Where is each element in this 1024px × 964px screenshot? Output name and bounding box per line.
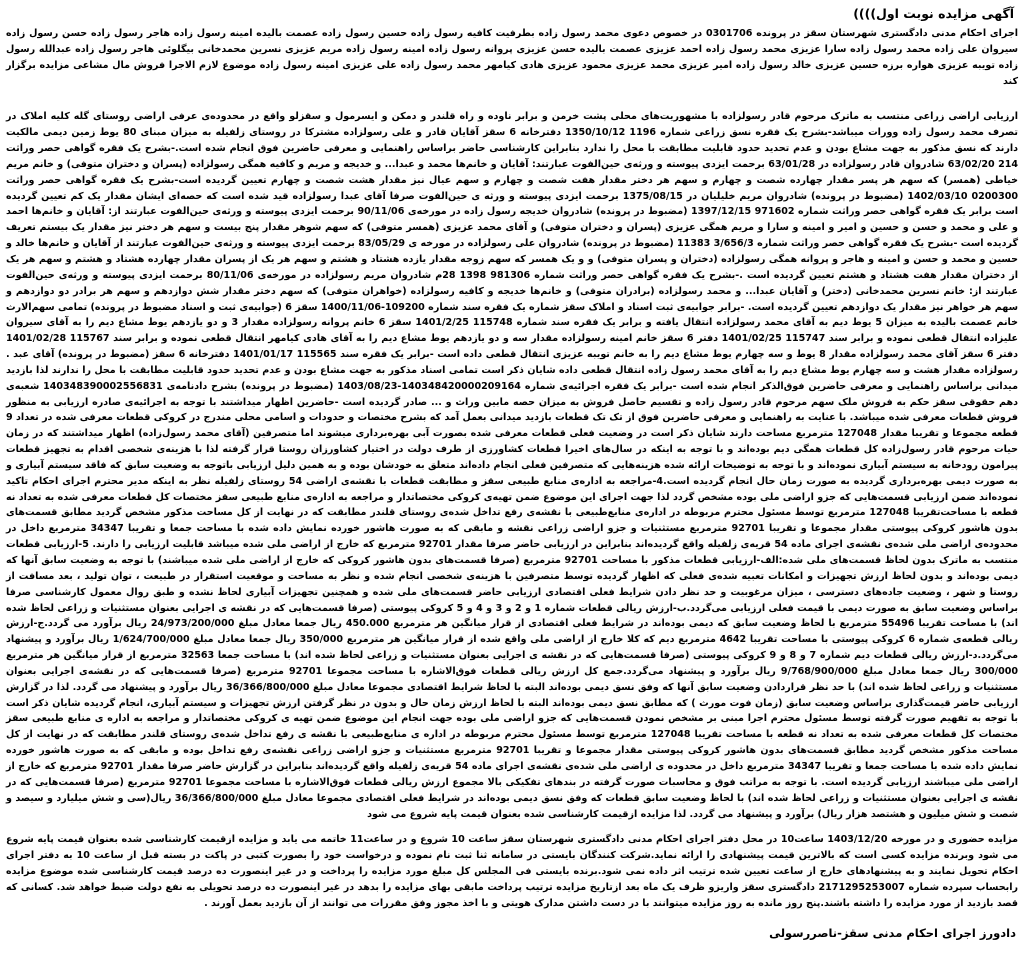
auction-notice-document [6,4,1018,960]
auction-terms-paragraph: مزایده حضوری و در مورخه 1403/12/20 ساعت10 در محل دفتر اجرای احکام مدنی دادگستری شهرستان سقز ساعت 10 شروع و در ساعت11 خاتمه می یابد و مزایده ازقیمت کارشناسی شده بعنوان قیمت پایه شروع می شود وبرنده مزایده کسی است که بالاترین قیمت پیشنهادی را ارائه نماید.شرکت کنندگان بایستی در سامانه ثنا ثبت نام نموده و درخواست خود را بصورت کتبی در پاکت در بسته قبل از ساعت 10 به دفتر اجرای احکام تحویل نمایند و به پیشنهادهای خارج از ساعت تعیین شده ترتیب اثر داده نمی شود.برنده بایستی فی المجلس کل مبلغ مورد مزایده را پرداخت و در غیر اینصورت ده درصد قیمت کارشناسی شده موضوع مزایده رابحساب سپرده شماره 2171295253007 دادگستری سقز واریزو ظرف یک ماه بعد ازتاریخ مزایده ترتیب پرداخت مابقی بهای مزایده را بدهد در غیر اینصورت ده درصد تحویلی به نفع دولت ضبط خواهد شد. کسانی که قصد بازدید از مورد مزایده را داشته باشند.پنج روز مانده به روز مزایده میتوانند با در دست داشتن مدارک هویتی و با اخذ مجوز وفق مقررات می توانند از آن بازدید بعمل آورند . [6,834,1018,909]
notice-intro-paragraph: اجرای احکام مدنی دادگستری شهرستان سقز در پرونده 0301706 در خصوص دعوی محمد رسول زاده بطرفیت کافیه رسول زاده حسین رسول زاده عصمت بالیده امینه رسول زاده هاجر رسول زاده حسن رسول زاده سیروان علی زاده محمد رسول زاده سارا عزیزی محمد رسول زاده احمد عزیزی عصمت بالیده حسن عزیزی پروانه رسول زاده امینه رسول زاده مریم عزیزی نسرین محمدخانی بیگلوئی هاجر رسول زاده عبدالله رسول زاده تویبه عزیزی هواره برزه حسین عزیزی خالد رسول زاده امیر عزیزی محمد عزیزی محمود عزیزی هادی کیامهر محمد رسول زاده علی عزیزی امینه رسول زاده موضوع لازم الاجرا فروش مال مشاعی مزایده برگزار کند [6,28,1018,87]
appraisal-paragraph: ارزیابی اراضی زراعی منتسب به ماترک مرحوم قادر رسولزاده با مشهوریت‌های محلی پشت خرمن و برابر ناوده و راه قلندر و دمکن و ایسرمول و سقزلو واقع در محدوده‌ی عرفی اراضی روستای گله کلیه املاک در تصرف محمد رسول زاده وورات میباشد-بشرح یک فقره نسق زراعی شماره 1196 1350/10/12 دفترخانه 6 سقز آقایان قادر و علی رسولزاده مشترکا در روستای زلفیله به میزان مبنای 80 یوط زمین دیمی مالکیت دارند که نسق مذکور به جهت مشاع بودن و عدم تحدید حدود قابلیت مطابقت با محل را ندارد بنابراین کارشناسی حاضر براساس راهنمایی و معرفی حاضرین فوق انجام شده است.-بشرح یک فقره گواهی حصر وراثت 214 63/02/20 شادروان قادر رسولزاده در 63/01/28 برحمت ایزدی پیوسته و ورثه‌ی حین‌الفوت عبارتند: آقایان و خانم‌ها محمد و عبدا... و خدیجه و مریم و کافیه همگی رسولزاده (پسران و دختران متوفی) و خانم مریم خیاطی (همسر) که سهم هر پسر مقدار چهارده شصت و چهارم و سهم هر دختر مقدار هفت شصت و چهارم و سهم عیال نیز مقدار هشت شصت و چهارم تعیین گردیده است-بشرح یک فقره گواهی حصر وراثت 0200300 1402/03/10 (مضبوط در پرونده) شادروان مریم خلیلیان در 1375/08/15 برحمت ایزدی پیوسته و ورثه ی حین‌الفوت صرفا آقای عبدا رسولزاده قید شده است که حصه‌ای ایشان مقدار یک کم تعیین گردیده است برابر یک فقره گواهی حصر وراثت شماره 971602 1397/12/15 (مضبوط در پرونده) شادروان خدیجه رسول زاده در مورخه‌ی 90/11/06 برحمت ایزدی پیوسته و ورثه‌ی حین‌الفوت عبارتند از: آقایان و خانم‌ها احمد و علی و محمد و حسن و حسین و امیر و امینه و سارا و مریم همگی عزیزی (پسران و دختران متوفی) و آقای محمد عزیزی (همسر متوفی) که سهم شوهر مقدار پنج بیست و سهم هر دختر نیز مقدار یک بیستم تعریف گردیده است -بشرح یک فقره گواهی حصر وراثت شماره 3/656/3 11383 (مضبوط در پرونده) شادروان علی رسولزاده در مورخه ی 83/05/29 برحمت ایزدی پیوسته و ورثه‌ی حین‌الفوت عبارتند از آقایان و خانم‌ها خالد و حسین و محمد و حسن و امینه و هاجر و پروانه همگی رسولزاده (دختران و پسران متوفی) و و یک همسر که سهم زوجه مقدار یازده هشتاد و هشتم و سهم هر یک از پسران مقدار چهارده هشتاد و هشتم و سهم هر یک از دختران مقدار هفت هشتاد و هشتم تعیین گردیده است .-بشرح یک فقره گواهی حصر وراثت شماره 981306 1398 28م شادروان مریم رسولزاده در مورخه‌ی 80/11/06 برحمت ایزدی پیوسته و ورثه‌ی حین‌الفوت عبارتند از: خانم نسرین محمدخانی (دختر) و آقایان عبدا... و محمد رسولزاده (برادران متوفی) و خانم‌ها خدیجه و کافیه رسولزاده (خواهران متوفی) که سهم دختر مقدار شش دوازدهم و سهم هر برادر دو دوازدهم و سهم هر خواهر نیز مقدار یک دوازدهم تعیین گردیده است. -برابر جوابیه‌ی ثبت اسناد و املاک سقز شماره یک فقره سند شماره 109200-1400/11/06 سقز 6 (جوابیه‌ی ثبت و اسناد مضبوط در پرونده) تمامی سهم‌الارث خانم عصمت بالیده به میزان 5 یوط دیم به آقای محمد رسولزاده انتقال یافته و برابر یک فقره سند شماره 115748 1401/2/25 سقز 6 خانم پروانه رسولزاده مقدار 3 و دو یازدهم یوط مشاع دیم را به آقای سیروان علیزاده انتقال قطعی نموده و برابر سند 115747 1401/02/25 دفتر 6 سقز خانم امینه رسولزاده مقدار سه و دو یازدهم یوط مشاع دیم را به آقای هادی کیامهر انتقال قطعی نموده و برابر سند 115767 1401/02/28 دفتر 6 سقز آقای محمد رسولزاده مقدار 8 یوط و سه چهارم یوط مشاع دیم را به خانم تویبه عزیزی انتقال قطعی داده است -برابر یک فقره سند 115565 1401/01/17 دفترخانه 6 سقز (مضبوط در پرونده) آقای عبد . رسولزاده مقدار هشت و سه چهارم یوط مشاع دیم را به آقای محمد رسول زاده انتقال قطعی داده شایان ذکر است تمامی اسناد مذکور به جهت مشاع بودن و عدم تحدید حدود قابلیت مطابقت با محل را ندارند لذا بازدید میدانی براساس راهنمایی و معرفی حاضرین فوق‌الذکر انجام شده است -برابر یک فقره اجرائیه‌ی شماره 140348420000209164-1403/08/23 (مضبوط در پرونده) بشرح دادنامه‌ی 140348390002556831 شعبه‌ی دهم حقوقی سقز حکم به فروش ملک سهم مرحوم قادر رسول زاده و تقسیم حاصل فروش به میزان حصه مابین وراث و ... صادر گردیده است -حاضرین اظهار میداشتند با توجه به اجرائیه‌ی صادره ارزیابی به منظور فروش قطعات معرفی شده میباشد. با عنایت به راهنمایی و معرفی حاضرین فوق از تک تک قطعات بازدید میدانی بعمل آمد که بشرح مختصات و حدودات و اسامی محلی مندرج در کروکی قطعات معرفی شده در تعداد 9 قطعه مجموعا و تقریبا مقدار 127048 مترمربع مساحت دارند شایان ذکر است در وضعیت فعلی قطعات معرفی شده بصورت آبی بهره‌برداری میشوند اما متصرفین (آقای محمد رسول‌زاده) اظهار میداشتند که در زمان حیات مرحوم قادر رسول‌زاده کل قطعات همگی دیم بوده‌اند و با توجه به اینکه در سال‌های اخیرا قطعات کشاورزی از طرف دولت در اختیار کشاورزان روستا قرار گرفته لذا با هزینه‌ی شخصی اقدام به تجهیز قطعات پیرامون رودخانه به سیستم آبیاری نموده‌اند و با توجه به توضیحات ارائه شده هزینه‌هایی که متصرفین فعلی انجام داده‌اند متعلق به خودشان بوده و به همین دلیل ارزیابی باتوجه به وضعیت سابق که فاقد سیستم آبیاری و به صورت دیمی بهره‌برداری گردیده به صورت زمان حال انجام گردیده است.4-مراجعه به اداره‌ی منابع طبیعی سقز و مطابقت قطعات با نقشه‌ی اراضی 54 روستای زلفیله‌ نظر به اینکه مدیر محترم اجرای احکام تاکید نموده‌اند ضمن ارزیابی قسمت‌هایی که جزو اراضی ملی بوده مشخص گردد لذا جهت اجرای این موضوع ضمن تهیه‌ی کروکی مختصاتدار و مراجعه به اداره‌ی منابع طبیعی سقز مختصات کل قطعات معرفی شده به تعداد نه قطعه با مساحت‌تقریبا 127048 مترمربع توسط مسئول محترم مربوطه در اداره‌ی منابع‌طبیعی با نقشه‌ی رفع تداخل شده‌ی روستای قلندر مطابقت که در نهایت از کل مساحت مذکور مشخص گردید مطابق قسمت‌های بدون هاشور کروکی پیوستی مقدار مجموعا و تقریبا 92701 مترمربع مستثنیات و جزو اراضی زراعی نقشه و مابقی که به صورت هاشور خورده نمایش داده شده با مساحت جمعا و تقریبا 34347 مترمربع داخل در محدوده‌ی اراضی ملی شده‌ی نقشه‌ی اجرای ماده 54 قریه‌ی زلفیله واقع گردیده‌اند بنابراین در ارزیابی حاضر صرفا مقدار 92701 مترمربع که خارج از اراضی ملی شده میباشد قابلیت ارزیابی را دارند. 5-ارزیابی قطعات منتسب به ماترک بدون لحاظ قسمت‌های ملی شده:الف-ارزیابی قطعات مذکور با مساحت 92701 مترمربع (صرفا قسمت‌های بدون هاشور کروکی که خارج از اراضی ملی شده میباشند) با توجه به وضعیت سابق آنها که دیمی بوده‌اند و بدون لحاظ ارزش تجهیزات و امکانات تعبیه شده‌ی فعلی که اظهار گردیده توسط متصرفین با هزینه‌ی شخصی انجام شده و نظر به مساحت و موقعیت استقرار در طبیعت ، توان تولید ، بعد مسافت از روستا و شهر ، وضعیت جاده‌های دسترسی ، میزان مرغوبیت و حد نظر دادن شرایط فعلی اقتصادی ارزیابی حاضر قسمت‌های ملی شده و همچنین تجهیزات آبیاری لحاظ نشده و طبق روال معمول کارشناسی صرفا براساس وضعیت سابق به صورت دیمی با قیمت فعلی ارزیابی می‌گردد.ب-ارزش ریالی قطعات شماره 1 و 2 و 3 و 4 و 5 کروکی پیوستی (صرفا قسمت‌هایی که در نقشه ی اجرایی بعنوان مستثنیات و زراعی لحاظ شده اند) با مساحت تقریبا 55496 مترمربع با لحاظ وضعیت سابق که دیمی بوده‌اند در شرایط فعلی اقتصادی از قرار میانگین هر مترمربع 450.000 ریال جمعا معادل مبلغ 24/973/200/000 ریال برآورد می گردد.ج-ارزش ریالی قطعه‌ی شماره 6 کروکی پیوستی با مساحت تقریبا 4642 مترمربع دیم که کلا خارج از اراضی ملی واقع شده از قرار میانگین هر مترمربع 350/000 ریال جمعا معادل مبلغ 1/624/700/000 ریال برآورد و پیشنهاد می‌گردد.د-ارزش ریالی قطعات دیم شماره 7 و 8 و 9 کروکی پیوستی (صرفا قسمت‌هایی که در نقشه ی اجرایی بعنوان مستثنیات و زراعی لحاظ شده اند) با مساحت جمعا 32563 مترمربع از قرار میانگین هر مترمربع 300/000 ریال جمعا معادل مبلغ 9/768/900/000 ریال برآورد و پیشنهاد می‌گردد.جمع کل ارزش ریالی قطعات فوق‌الاشاره با مساحت مجموعا 92701 مترمربع (صرفا قسمت‌هایی که در نقشه‌ی اجرایی بعنوان مستثنیات و زراعی لحاظ شده اند) با حد نظر قراردادن وضعیت سابق آنها که وفق نسق دیمی بوده‌اند البته با لحاظ شرایط اقتصادی مجموعا معادل مبلغ 36/366/800/000 ریال برآورد و پیشنهاد می گردد. لذا در گزارش ارزیابی حاضر قیمت‌گذاری براساس وضعیت سابق (زمان فوت مورث ) که مطابق نسق دیمی بوده‌اند البته با لحاظ ارزش زمان حال و بدون در نظر گرفتن ارزش تجهیزات و سیستم آبیاری، انجام گردیده شایان ذکر است با توجه به تفهیم صورت گرفته توسط مسئول محترم اجرا مبنی بر مشخص نمودن قسمت‌هایی که جزو اراضی ملی بوده جهت انجام این موضوع ضمن تهیه ی کروکی مختصاتدار و مراجعه به اداره ی منابع طبیعی سقز مختصات کل قطعات معرفی شده به تعداد نه قطعه با مساحت تقریبا 127048 مترمربع توسط مسئول محترم مربوطه در اداره ی منابع‌طبیعی با نقشه ی رفع تداخل شده‌ی روستای قلندر مطابقت که در نهایت از کل مساحت مذکور مشخص گردید مطابق قسمت‌های بدون هاشور کروکی پیوستی مقدار مجموعا و تقریبا 92701 مترمربع مستثنیات و جزو اراضی زراعی نقشه‌ی رفع تداخل بوده و مابقی که به صورت هاشور خورده نمایش داده شده با مساحت جمعا و تقریبا 34347 مترمربع داخل در محدوده ی اراضی ملی شده‌ی نقشه‌ی اجرای ماده 54 قریه‌ی زلفیله واقع گردیده‌اند بنابراین در گزارش حاضر صرفا مقدار 92701 مترمربع که خارج از اراضی ملی میباشند ارزیابی گردیده است. با توجه به مراتب فوق و محاسبات صورت گرفته در بندهای تفکیکی بالا مجموع ارزش ریالی قطعات فوق‌الاشاره با مساحت مجموعا 92701 مترمربع (صرفا قسمت‌هایی که در نقشه ی اجرایی بعنوان مستثنیات و زراعی لحاظ شده اند) با لحاظ وضعیت سابق قطعات که وفق نسق دیمی بوده‌اند در شرایط فعلی اقتصادی مجموعا معادل مبلغ 36/366/800/000 ریال(سی و شش میلیارد و سیصد و شصت و شش میلیون و هشتصد هزار ریال) برآورد و پیشنهاد می گردد. لذا مزایده ازقیمت کارشناسی شده بعنوان قیمت پایه شروع می شود [6,111,1019,820]
signature-line: دادورز اجرای احکام مدنی سقز-ناصررسولی [769,925,1016,940]
notice-title: آگهی مزایده نوبت اول)))) [853,6,1014,21]
